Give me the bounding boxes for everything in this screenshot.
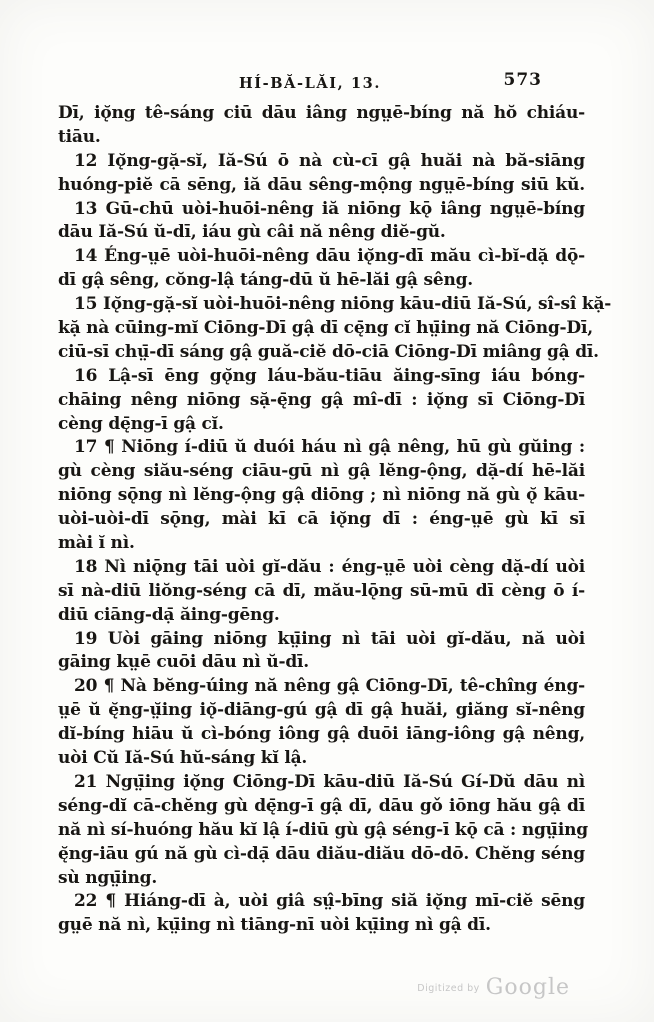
text-line: dī gậ sêng, cŏng-lậ táng-dū ŭ hē-lăi gậ sêng. bbox=[58, 270, 474, 291]
text-line: 19 Uòi gāing niōng kṳ̄ing nì tāi uòi gĭ-dău, nă uòi bbox=[74, 628, 585, 649]
page-title: HÍ-BĂ-LĂI, 13. bbox=[239, 75, 381, 92]
text-line: cèng dę̄ng-ī gậ cĭ. bbox=[58, 413, 224, 434]
text-line: sī nà-diū liŏng-séng cā dī, mău-lǭng sū-mū dī cèng ō í- bbox=[58, 580, 585, 601]
text-line: ę̆ng-iāu gú nă gù cì-dạ̄ dāu diău-diău dō-dō. Chĕng séng bbox=[58, 843, 585, 864]
digitized-by-text: Digitized by bbox=[417, 983, 480, 994]
text-line: niōng sǭng nì lĕng-ộng gậ diōng ; nì niōng nă gù ǫ̆ kāu- bbox=[58, 485, 585, 506]
text-line: 22 ¶ Hiáng-dī à, uòi giâ sṳ̂-bīng siă iǫ̆ng mī-ciĕ sēng bbox=[74, 891, 585, 912]
google-logo: Google bbox=[485, 975, 570, 1000]
text-line: huóng-piĕ cā sēng, iă dāu sêng-mộng ngṳē-bíng siū kŭ. bbox=[58, 174, 585, 195]
text-line: gāing kṳē cuōi dāu nì ŭ-dī. bbox=[58, 652, 310, 673]
text-block bbox=[58, 102, 612, 938]
text-line: 18 Nì niǭng tāi uòi gĭ-dău : éng-ṳē uòi cèng dặ-dí uòi bbox=[74, 556, 585, 577]
text-line: 14 Éng-ṳē uòi-huōi-nêng dāu iǫ̆ng-dī mău cì-bĭ-dặ dǭ- bbox=[74, 246, 585, 267]
text-line: uòi Cŭ Iă-Sú hŭ-sáng kĭ lậ. bbox=[58, 748, 308, 769]
text-line: dāu Iă-Sú ŭ-dī, iáu gù câi nă nêng diĕ-gŭ. bbox=[58, 222, 446, 243]
text-line: 15 Iǫ̆ng-gặ-sĭ uòi-huōi-nêng niōng kāu-diū Iă-Sú, sî-sî kặ- bbox=[74, 294, 612, 315]
text-line: séng-dĭ cā-chĕng gù dę̄ng-ī gậ dī, dāu gǒ iōng hău gậ dī bbox=[58, 795, 585, 816]
text-line: 13 Gū-chū uòi-huōi-nêng iă niōng kǭ iâng ngṳē-bíng bbox=[74, 198, 585, 219]
text-line: 12 Iǫ̆ng-gặ-sĭ, Iă-Sú ō nà cù-cī gậ huăi nà bă-siāng bbox=[74, 150, 585, 171]
text-line: diū ciāng-dạ̄ ăing-gēng. bbox=[58, 604, 280, 625]
page-number: 573 bbox=[503, 70, 542, 90]
text-line: mài ĭ nì. bbox=[58, 533, 135, 554]
text-line: 16 Lậ-sī ēng gǫ̆ng láu-bău-tiāu ăing-sīng iáu bóng- bbox=[74, 365, 585, 386]
text-line: 20 ¶ Nà bĕng-úing nă nêng gậ Ciōng-Dī, tê-chîng éng- bbox=[74, 676, 585, 697]
text-line: sù ngṳ̄ing. bbox=[58, 867, 158, 888]
text-line: uòi-uòi-dī sǭng, mài kī cā iǫ̆ng dī : éng-ṳē gù kī sī bbox=[58, 509, 585, 530]
text-line: Dī, iǫ̆ng tê-sáng ciū dāu iâng ngṳē-bíng nă hŏ chiáu- bbox=[58, 103, 585, 123]
text-line: 21 Ngṳ̄ing iǫ̆ng Ciōng-Dī kāu-diū Iă-Sú Gí-Dŭ dāu nì bbox=[74, 771, 585, 792]
text-line: gṳē nă nì, kṳ̄ing nì tiāng-nī uòi kṳ̄ing nì gậ dī. bbox=[58, 915, 491, 936]
text-line: nă nì sí-huóng hău kĭ lậ í-diū gù gậ séng-ī kǭ cā : ngṳ̄ing bbox=[58, 819, 588, 840]
text-line: gù cèng siău-séng ciāu-gū nì gậ lĕng-ộng, dặ-dí hē-lăi bbox=[58, 461, 585, 482]
running-head bbox=[0, 73, 654, 92]
text-line: kặ nà cūing-mĭ Ciōng-Dī gậ dī cę̄ng cĭ hṳ̄ing nă Ciōng-Dī, bbox=[58, 318, 593, 339]
text-line: chāing nêng niōng sặ-ę̄ng gậ mî-dī : iǫ̆ng sī Ciōng-Dī bbox=[58, 389, 585, 410]
text-line: 17 ¶ Niōng í-diū ŭ duói háu nì gậ nêng, hū gù gŭing : bbox=[74, 437, 585, 458]
text-line: ciū-sī chṳ̄-dī sáng gậ guă-ciĕ dō-ciā Ciōng-Dī miâng gậ dī. bbox=[58, 341, 599, 362]
text-line: dĭ-bíng hiāu ŭ cì-bóng iông gậ duōi iāng-iông gậ nêng, bbox=[58, 724, 585, 745]
text-line: ṳē ŭ ę̆ng-ṳ̆ing iǫ̆-diāng-gú gậ dī gậ huăi, giăng sĭ-nêng bbox=[58, 700, 585, 721]
text-line: tiāu. bbox=[58, 126, 101, 147]
watermark bbox=[0, 975, 570, 1000]
